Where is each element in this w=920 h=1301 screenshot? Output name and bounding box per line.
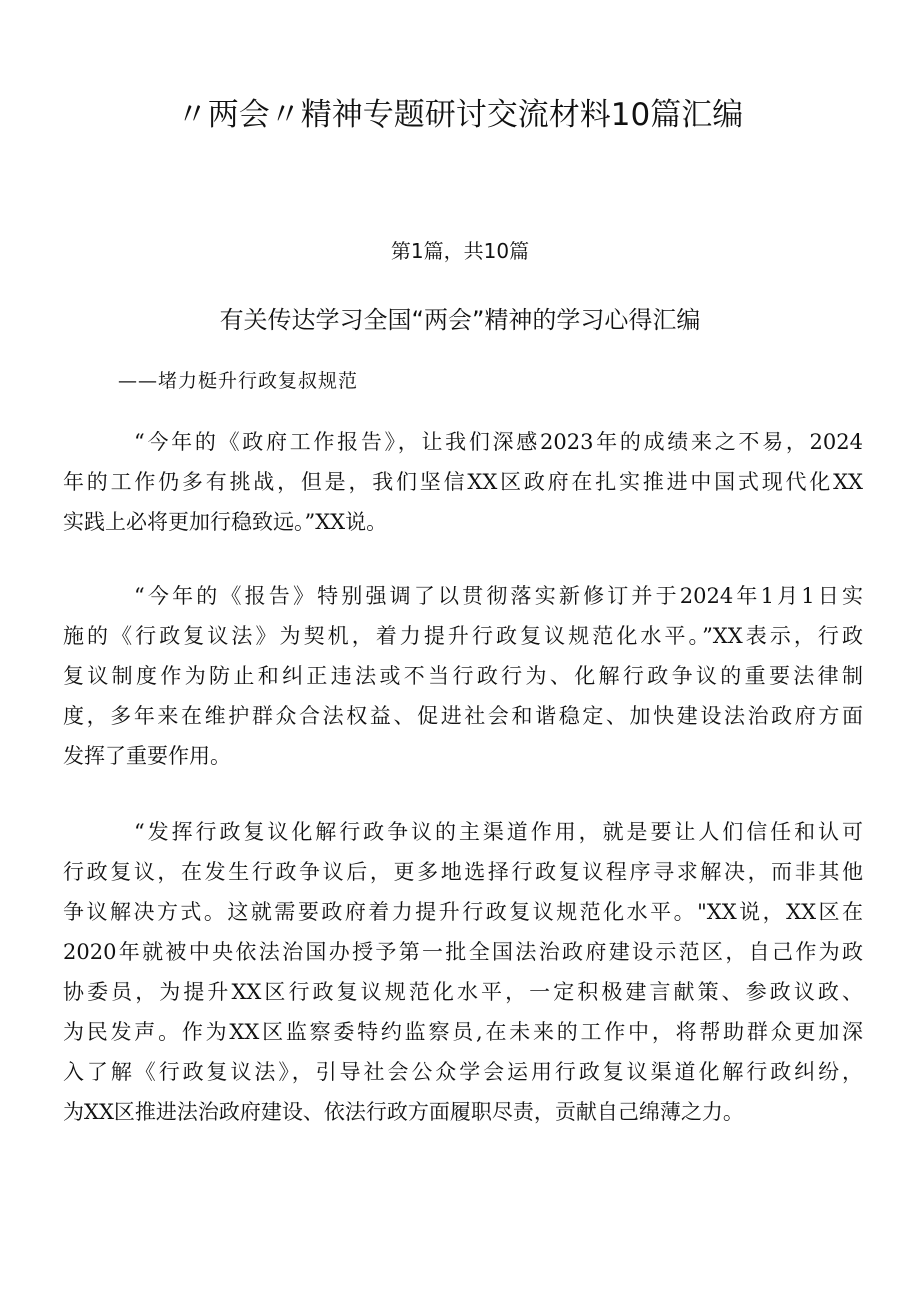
paragraph-line: 实践上必将更加行稳致远。”XX说。 [63,510,388,534]
paragraph-line: “今年的《政府工作报告》，让我们深感2023年的成绩来之不易，2024 [134,430,863,454]
paragraph-line: 2020年就被中央依法治国办授予第一批全国法治政府建设示范区，自己作为政 [63,940,863,964]
paragraph-line: 为XX区推进法治政府建设、依法行政方面履职尽责，贡献自己绵薄之力。 [63,1100,744,1124]
paragraph-line: 复议制度作为防止和纠正违法或不当行政行为、化解行政争议的重要法律制 [63,664,863,688]
article-title: 有关传达学习全国“两会”精神的学习心得汇编 [219,306,701,334]
paragraph-line: 度，多年来在维护群众合法权益、促进社会和谐稳定、加快建设法治政府方面 [63,704,863,728]
body-paragraph-1 [63,422,863,542]
paragraph-line: “发挥行政复议化解行政争议的主渠道作用，就是要让人们信任和认可 [134,820,863,844]
paragraph-line: 年的工作仍多有挑战，但是，我们坚信XX区政府在扎实推进中国式现代化XX [63,470,863,494]
paragraph-line: 为民发声。作为XX区监察委特约监察员,在未来的工作中，将帮助群众更加深 [63,1020,863,1044]
body-paragraph-2 [63,576,863,776]
paragraph-line: 入了解《行政复议法》，引导社会公众学会运用行政复议渠道化解行政纠纷， [63,1060,863,1084]
document-title: 〃两会〃精神专题研讨交流材料10篇汇编 [176,97,744,133]
part-label: 第1篇，共10篇 [390,239,530,263]
paragraph-line: 争议解决方式。这就需要政府着力提升行政复议规范化水平。"XX说，XX区在 [63,900,863,924]
paragraph-line: 行政复议，在发生行政争议后，更多地选择行政复议程序寻求解决，而非其他 [63,860,863,884]
paragraph-line: “今年的《报告》特别强调了以贯彻落实新修订并于2024年1月1日实 [134,584,863,608]
article-subtitle: ——堵力梃升行政复叔规范 [118,370,359,392]
body-paragraph-3 [63,812,863,1132]
paragraph-line: 发挥了重要作用。 [63,744,231,768]
paragraph-line: 协委员，为提升XX区行政复议规范化水平，一定积极建言献策、参政议政、 [63,980,863,1004]
paragraph-line: 施的《行政复议法》为契机，着力提升行政复议规范化水平。”XX表示，行政 [63,624,863,648]
